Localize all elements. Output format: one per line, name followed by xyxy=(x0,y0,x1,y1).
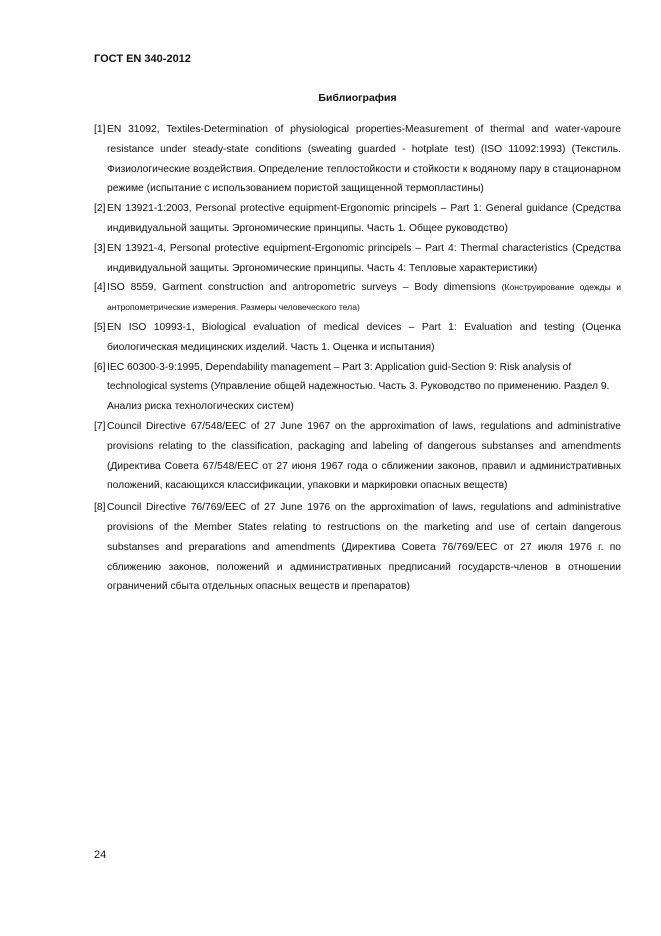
reference-number: [6] xyxy=(94,361,106,373)
bibliography-title-row xyxy=(0,92,661,104)
reference-text: Council Directive 67/548/EEC of 27 June 1967 on the approximation of laws, regulations and administrative provisions relating to the classification, packaging and labeling of dangerous substanses and amendments (Директива Совета 67/548/ЕЕС от 27 июня 1967 года о сближении законов, правил и административных положений, касающихся классификации, упаковки и маркировки опасных веществ) xyxy=(107,420,621,492)
reference-list xyxy=(94,120,621,597)
reference-text: EN 31092, Textiles-Determination of physiological properties-Measurement of thermal and water-vapoure resistance under steady-state conditions (sweating guarded - hotplate test) (ISO 11092:1993) (Текстиль. Физиологические воздействия. Определение теплостойкости и стойкости к водяному пару в стационарном режиме (испытание с использованием пористой защищенной термопластины) xyxy=(107,124,621,195)
reference-item xyxy=(94,120,621,199)
reference-text: IEC 60300-3-9:1995, Dependability management – Part 3: Application guid-Section 9: Risk analysis of technological systems (Управление общей надежностью. Часть 3. Руководство по применению. Раздел 9. Анализ риска технологических систем) xyxy=(107,361,610,413)
reference-number: [5] xyxy=(94,321,106,333)
page-number: 24 xyxy=(94,849,107,861)
reference-number: [1] xyxy=(94,124,106,135)
reference-item xyxy=(94,239,621,279)
standard-header: ГОСТ EN 340-2012 xyxy=(94,53,191,65)
reference-item xyxy=(94,278,621,318)
reference-item xyxy=(94,498,621,597)
reference-translation: (Конструирование одежды и антропометрические измерения. Размеры человеческого тела) xyxy=(107,282,621,313)
reference-item xyxy=(94,417,621,496)
reference-text: EN ISO 10993-1, Biological evaluation of medical devices – Part 1: Evaluation and testing (Оценка биологическая медицинских изделий. Часть 1. Оценка и испытания) xyxy=(107,321,621,353)
reference-number: [3] xyxy=(94,242,106,254)
reference-text: Council Directive 76/769/EEC of 27 June 1976 on the approximation of laws, regulations and administrative provisions of the Member States relating to restructions on the marketing and use of certain dangerous substanses and preparations and amendments (Директива Совета 76/769/ЕЕС от 27 июля 1976 г. по сближению законов, положений и административных предписаний государств-членов в отношении ограничений сбыта отдельных опасных веществ и препаратов) xyxy=(107,502,621,593)
reference-text: ISO 8559, Garment construction and antropometric surveys – Body dimensions xyxy=(107,282,496,294)
reference-number: [7] xyxy=(94,420,106,432)
reference-text: EN 13921-4, Personal protective equipment-Ergonomic principels – Part 4: Thermal characteristics (Средства индивидуальной защиты. Эргономические принципы. Часть 4: Тепловые характеристики) xyxy=(107,242,621,274)
reference-number: [2] xyxy=(94,203,106,215)
reference-number: [4] xyxy=(94,282,106,294)
bibliography-title: Библиография xyxy=(318,92,397,104)
reference-item xyxy=(94,199,621,239)
reference-item xyxy=(94,318,621,358)
reference-item xyxy=(94,358,621,417)
reference-text: EN 13921-1:2003, Personal protective equipment-Ergonomic principels – Part 1: General guidance (Средства индивидуальной защиты. Эргономические принципы. Часть 1. Общее руководство) xyxy=(107,203,621,234)
reference-number: [8] xyxy=(94,502,106,514)
